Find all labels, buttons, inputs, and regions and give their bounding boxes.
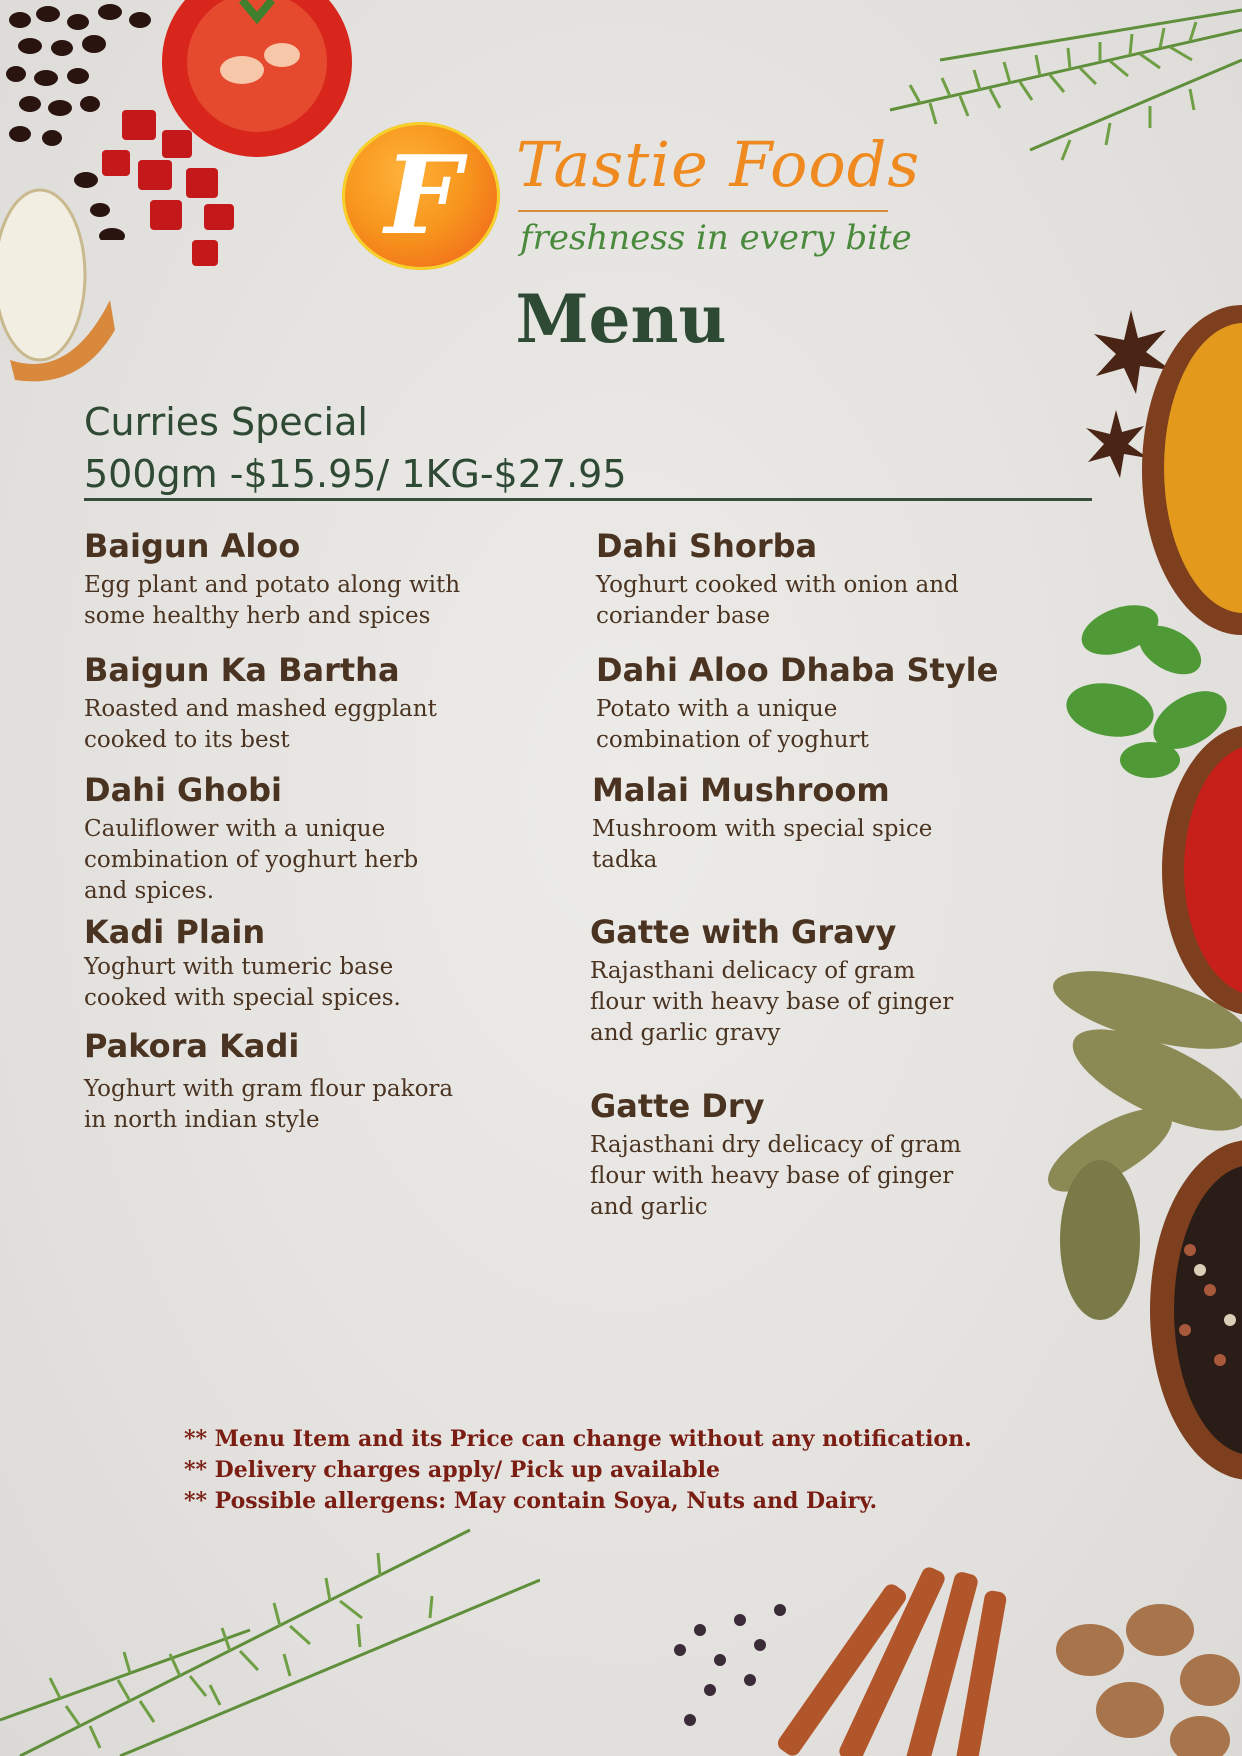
item-description: Egg plant and potato along with some healthy herb and spices [84, 572, 461, 629]
peppercorn-bowl-image [1140, 1130, 1242, 1490]
item-name: Gatte Dry [590, 1087, 765, 1125]
item-name: Dahi Aloo Dhaba Style [596, 651, 999, 689]
note-line: ** Possible allergens: May contain Soya, Nuts and Dairy. [184, 1488, 878, 1514]
page-title: Menu [515, 280, 727, 358]
note-line: ** Delivery charges apply/ Pick up available [184, 1457, 721, 1483]
item-name: Baigun Aloo [84, 527, 301, 565]
brand-name: Tastie Foods [516, 128, 921, 201]
section-divider [84, 498, 1092, 501]
item-description: Mushroom with special spice tadka [592, 816, 933, 873]
rosemary-image [880, 0, 1242, 200]
item-name: Baigun Ka Bartha [84, 651, 400, 689]
menu-item [596, 650, 1076, 756]
menu-item [84, 650, 514, 756]
brand-logo [342, 118, 921, 278]
note-line: ** Menu Item and its Price can change without any notification. [184, 1426, 972, 1452]
logo-letter: F [384, 133, 462, 259]
item-name: Kadi Plain [84, 913, 266, 951]
menu-item [84, 770, 514, 907]
item-description: Yoghurt with tumeric base cooked with special spices. [84, 954, 401, 1011]
nutmeg-image [1030, 1580, 1242, 1756]
menu-item [84, 912, 514, 1014]
item-name: Pakora Kadi [84, 1027, 300, 1065]
item-description: Roasted and mashed eggplant cooked to its best [84, 696, 437, 753]
item-description: Potato with a unique combination of yoghurt [596, 696, 869, 753]
item-name: Gatte with Gravy [590, 913, 897, 951]
item-description: Rajasthani delicacy of gram flour with heavy base of ginger and garlic gravy [590, 958, 954, 1046]
menu-item [84, 1026, 514, 1136]
item-name: Malai Mushroom [592, 771, 890, 809]
item-name: Dahi Shorba [596, 527, 818, 565]
brand-tagline: freshness in every bite [520, 218, 912, 258]
menu-item [590, 1086, 1020, 1223]
disclaimer-notes [184, 1424, 972, 1517]
item-description: Cauliflower with a unique combination of yoghurt herb and spices. [84, 816, 419, 904]
tomato-image [92, 0, 362, 290]
menu-item [596, 526, 1026, 632]
item-description: Yoghurt cooked with onion and coriander base [596, 572, 959, 629]
section-header [84, 396, 627, 500]
rosemary-image [0, 1520, 540, 1756]
item-name: Dahi Ghobi [84, 771, 282, 809]
item-description: Yoghurt with gram flour pakora in north indian style [84, 1076, 454, 1133]
menu-item [84, 526, 514, 632]
section-title: Curries Special [84, 400, 368, 444]
menu-item [592, 770, 1022, 876]
logo-badge [342, 122, 500, 270]
cinnamon-image [660, 1550, 1080, 1756]
menu-item [590, 912, 1020, 1049]
brand-divider [518, 210, 888, 212]
section-price-line: 500gm -$15.95/ 1KG-$27.95 [84, 452, 627, 496]
item-description: Rajasthani dry delicacy of gram flour with heavy base of ginger and garlic [590, 1132, 962, 1220]
